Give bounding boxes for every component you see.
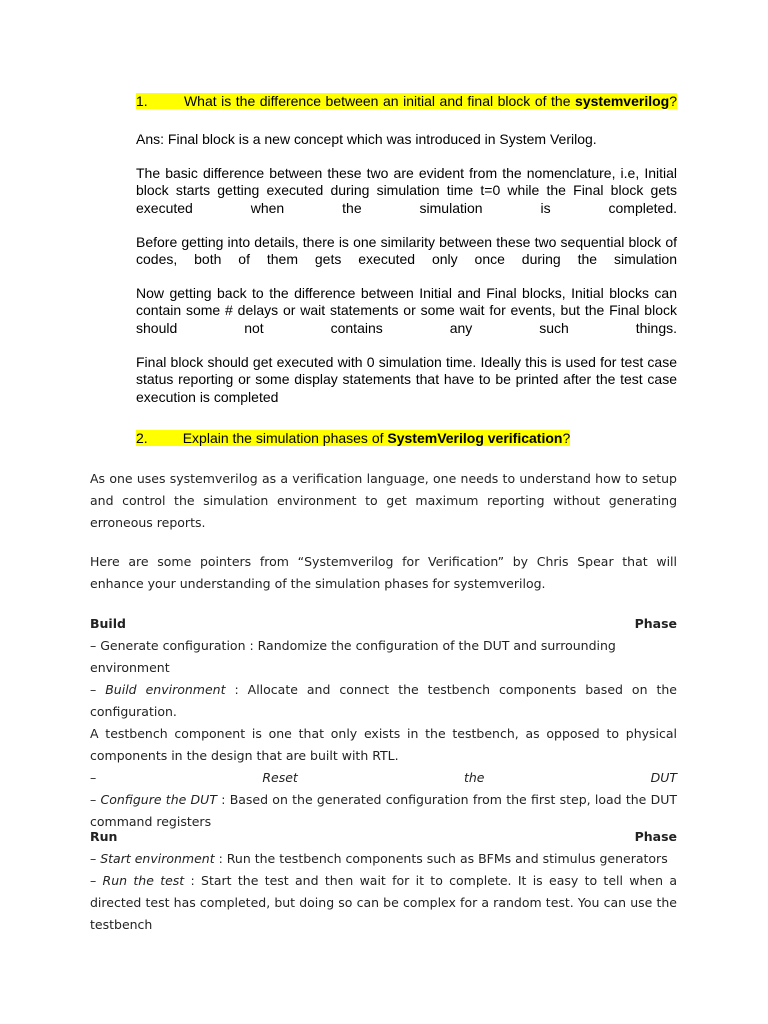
configure-dut-term: – Configure the DUT [90,792,217,807]
answer-paragraph-1: Ans: Final block is a new concept which was introduced in System Verilog. [136,131,597,147]
question-2-highlight [136,430,570,446]
start-environment-text: : Run the testbench components such as BFMs and stimulus generators [214,851,668,866]
build-testbench-note: A testbench component is one that only exists in the testbench, as opposed to physical components in the design that are built with RTL. [90,726,677,763]
question-1 [136,93,677,110]
run-phase-heading [90,826,677,848]
reset-word-1: – Reset [90,770,298,785]
intro-paragraph-1: As one uses systemverilog as a verification language, one needs to understand how to setup and control the simulation environment to get maximum reporting without generating erroneous reports. [90,471,677,530]
answer-paragraph-2: The basic difference between these two are evident from the nomenclature, i.e, Initial block starts getting executed during simulation time t=0 while the Final block gets executed when the simulation is completed. [136,165,677,216]
start-environment-term: – Start environment [90,851,215,866]
question-1-end: ? [669,93,678,109]
run-item-start-environment [90,848,677,870]
answer-paragraph-3: Before getting into details, there is one similarity between these two sequential block of codes, both of them gets executed only once during the simulation [136,234,677,268]
build-phase-heading [90,613,677,635]
question-2-end: ? [562,430,571,446]
build-item-reset [90,767,677,789]
run-the-test-text: : Start the test and then wait for it to complete. It is easy to tell when a directed test has completed, but doing so can be complex for a random test. You can use the testbench [90,873,677,932]
run-heading-phase: Phase [634,829,677,844]
intro-paragraph-2: Here are some pointers from “Systemverilog for Verification” by Chris Spear that will enhance your understanding of the simulation phases for systemverilog. [90,554,677,591]
build-item-build-environment [90,679,677,723]
build-environment-term: – Build environment [90,682,226,697]
question-1-number: 1. [136,93,148,109]
reset-word-3: DUT [650,770,677,785]
run-the-test-term: – Run the test [90,873,185,888]
run-item-run-the-test [90,870,677,936]
run-phase-content [90,848,677,936]
question-2 [136,430,677,447]
run-heading-title: Run [90,829,118,844]
build-heading-phase: Phase [634,616,677,631]
question-2-text: Explain the simulation phases of [182,430,384,446]
build-heading-title: Build [90,616,126,631]
answer-paragraph-4: Now getting back to the difference between Initial and Final blocks, Initial blocks can contain some # delays or wait statements or some wait for events, but the Final block should not contains any such things. [136,285,677,336]
question-2-number: 2. [136,430,148,446]
question-1-text: What is the difference between an initial and final block of the [183,93,571,109]
answer-paragraph-5: Final block should get executed with 0 simulation time. Ideally this is used for test case status reporting or some display statements that have to be printed after the test case execution is completed [136,354,677,405]
build-environment-text: : Allocate and connect the testbench components based on the configuration. [90,682,677,719]
configure-dut-text: : Based on the generated configuration from the first step, load the DUT command registers [90,792,678,829]
question-1-term: systemverilog [575,93,670,109]
question-2-term: SystemVerilog verification [387,430,563,446]
question-1-highlight [136,93,677,109]
reset-word-2: the [463,770,485,785]
build-phase-content [90,635,677,833]
build-item-generate-configuration: – Generate configuration : Randomize the configuration of the DUT and surrounding environment [90,638,616,675]
